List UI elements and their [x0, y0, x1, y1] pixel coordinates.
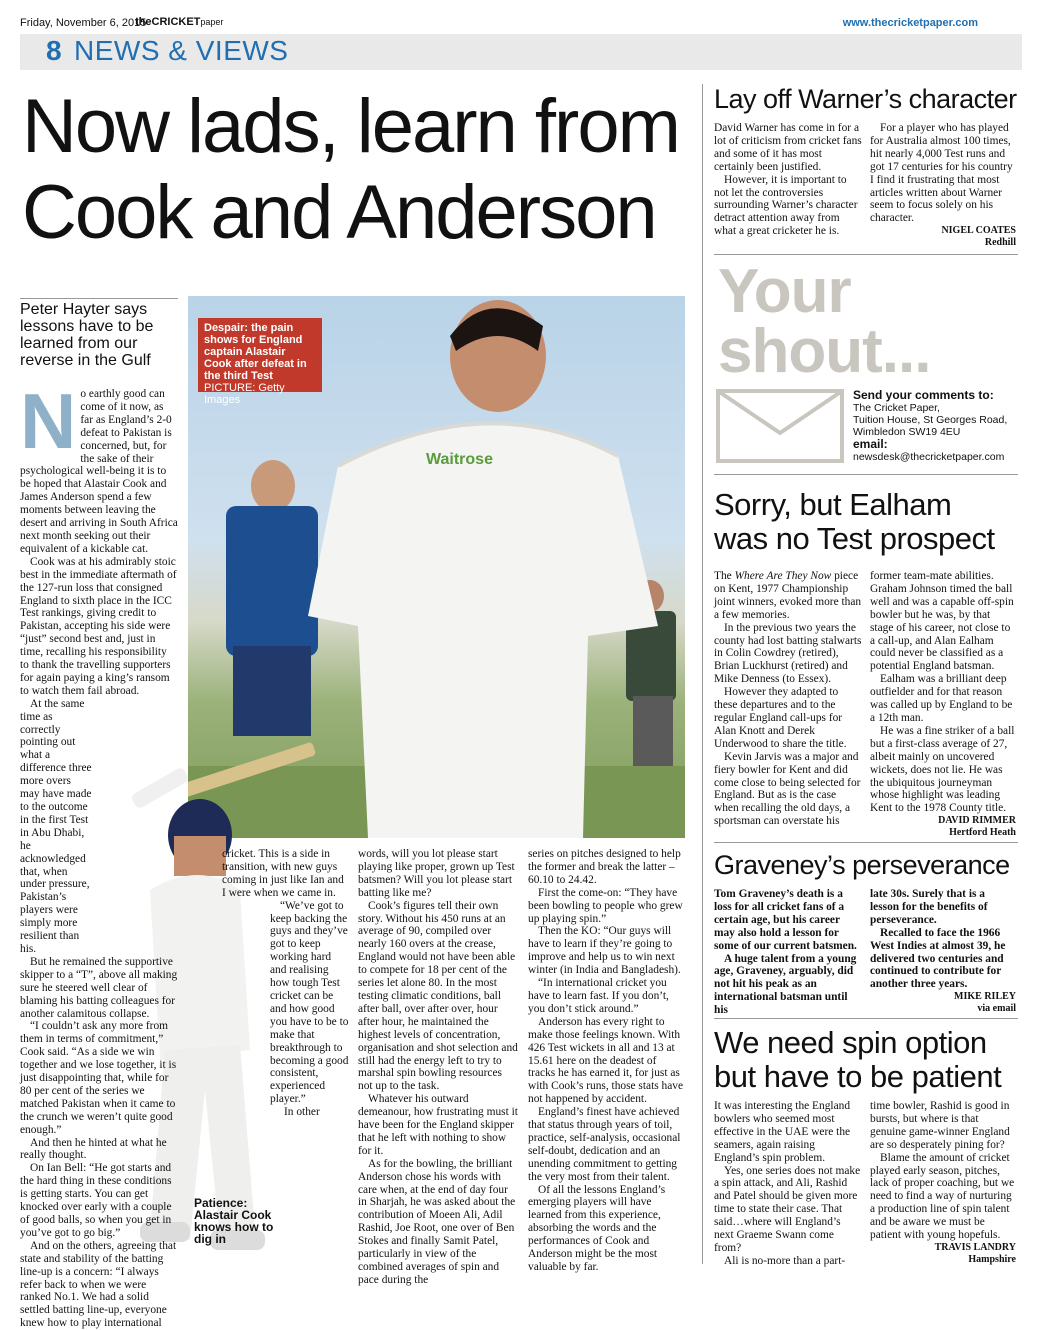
article-paragraph: In other	[284, 1106, 320, 1119]
letter-paragraph: Kevin Jarvis was a major and fiery bowler for Kent and did come close to being selected for England. But as is the case when recalling the old days, a sportsman can overstate his	[714, 750, 861, 828]
section-divider	[714, 1018, 1018, 1019]
section-divider	[714, 254, 1018, 255]
title-line: but have to be patient	[714, 1059, 1002, 1094]
sponsor-logo: Waitrose	[426, 451, 493, 468]
your-shout-line-1: Your	[718, 257, 851, 326]
letter-spin-col-1	[714, 1100, 862, 1268]
letter-title-graveney: Graveney’s perseverance	[714, 850, 1010, 880]
letter-paragraph: time bowler, Rashid is good in bursts, but where is that genuine game-winner England are so desperately pining for?	[870, 1100, 1010, 1151]
photo-credit: PICTURE: Getty Images	[204, 382, 285, 406]
signature-place: Hertford Heath	[949, 827, 1016, 839]
letter-paragraph: However they adapted to these departures and to the regular England call-ups for Alan Knott and Derek Underwood to share the title.	[714, 686, 847, 750]
brand-sub: paper	[200, 17, 224, 27]
letter-paragraph: late 30s. Surely that is a lesson for the benefits of perseverance.	[870, 888, 988, 926]
section-divider	[714, 842, 1018, 843]
address-line: The Cricket Paper,	[853, 402, 940, 414]
signature-place: via email	[977, 1003, 1016, 1015]
section-divider	[714, 474, 1018, 475]
italic-title: Where Are They Now	[734, 570, 832, 582]
letter-paragraph: Tom Graveney’s death is a loss for all cricket fans of a certain age, but his career may also hold a lesson for some of our current batsmen.	[714, 888, 857, 952]
section-label: NEWS & VIEWS	[74, 35, 289, 66]
title-line: We need spin option	[714, 1025, 987, 1060]
letter-title-spin	[714, 1026, 1001, 1094]
article-column-2	[222, 848, 350, 1119]
letter-warner-col-2	[870, 122, 1016, 249]
article-paragraph: Anderson has every right to make those feelings known. With 426 Test wickets in all and 13 at 15.61 here on the deadest of tracks he has earned it, for just as with Cook’s runs, those stats have not happened by accident.	[528, 1015, 684, 1106]
letter-paragraph: It was interesting the England bowlers who seemed most effective in the UAE were the seamers, again raising England’s spin problem.	[714, 1100, 851, 1164]
article-paragraph: words, will you lot please start playing like proper, grown up Test batsmen? Will you lot please start batting like me?	[358, 848, 515, 899]
signature-name: MIKE RILEY	[954, 991, 1016, 1003]
your-shout-line-2: shout...	[718, 317, 931, 386]
article-paragraph: Whatever his outward demeanour, how frustrating must it have been for the England skipper that he left with nothing to show for it.	[358, 1093, 518, 1157]
article-paragraph: As for the bowling, the brilliant Anderson chose his words with care when, at the end of day four in Sharjah, he was asked about the contribution of Moeen Ali, Adil Rashid, Joe Root, one over of Ben Stokes and finally Samit Patel, particularly in view of the combined averages of spin and pace during the	[358, 1157, 516, 1286]
photo-caption	[198, 318, 322, 406]
letter-title-ealham	[714, 488, 995, 556]
article-paragraph: First the come-on: “They have been bowling to people who grew up playing spin.”	[528, 886, 683, 925]
text-run: piece on Kent, 1977 Championship joint winners, evoked more than a few memories.	[714, 570, 862, 621]
signature-name: NIGEL COATES	[941, 225, 1016, 237]
address-line: Tuition House, St Georges Road,	[853, 414, 1008, 426]
letter-title-warner: Lay off Warner’s character	[714, 84, 1017, 114]
article-column-1	[20, 377, 178, 1330]
article-paragraph: “In international cricket you have to learn fast. If you don’t, you don’t stick around.”	[528, 977, 669, 1015]
email-label: email:	[853, 437, 888, 451]
article-paragraph: At the same time as correctly pointing out what a difference three more overs may have made to the outcome in the first Test in Abu Dhabi, he acknowledged that, when under pressure, Pakistan’s players were simply more resilient than his.	[20, 697, 92, 955]
letter-warner-col-1	[714, 122, 862, 238]
letter-paragraph: Yes, one series does not make a spin attack, and Ali, Rashid and Patel should be given more time to state their case. That said…where will England’s next Graeme Swann come from?	[714, 1164, 861, 1254]
contact-heading: Send your comments to:	[853, 388, 994, 402]
signature-name: TRAVIS LANDRY	[934, 1241, 1016, 1253]
masthead-bar	[20, 14, 1022, 36]
article-paragraph: Then the KO: “Our guys will have to learn if they’re going to improve and help us to win next winter (in India and Bangladesh).	[528, 925, 681, 977]
article-paragraph: But he remained the supportive skipper to a “T”, above all making sure he steered well clear of blaming his batting colleagues for another calamitous collapse.	[20, 955, 178, 1020]
brand-main: theCRICKET	[135, 16, 201, 28]
article-paragraph: England’s finest have achieved that status through years of toil, practice, self-analysis, occasional self-doubt, dedication and an unending commitment to getting the very most from their talent.	[528, 1106, 681, 1183]
envelope-icon	[716, 389, 844, 463]
signature-place: Redhill	[984, 237, 1016, 249]
website-link[interactable]: www.thecricketpaper.com	[842, 17, 978, 29]
letter-paragraph: Recalled to face the 1966 West Indies at almost 39, he delivered two centuries and continued to contribute for another three years.	[870, 926, 1006, 991]
letter-paragraph: David Warner has come in for a lot of criticism from cricket fans and some of it has most certainly been justified.	[714, 122, 862, 173]
contact-details	[853, 389, 1007, 463]
inset-caption: Patience: Alastair Cook knows how to dig in	[194, 1196, 274, 1246]
letter-paragraph: Ali is no-more than a part-	[724, 1254, 846, 1267]
article-paragraph: “I couldn’t ask any more from them in terms of commitment,” Cook said. “As a side we win together and we lose together, it is just disappointing that, while for 80 per cent of the series we matched Pakistan when it came to the crunch we weren’t quite good enough.”	[20, 1020, 177, 1136]
letter-paragraph: Ealham was a brilliant deep outfielder and for that reason was called up by England to be a 12th man.	[870, 673, 1013, 724]
letter-signature	[870, 991, 1016, 1015]
article-column-4	[528, 848, 686, 1274]
address-line: Wimbledon SW19 4EU	[853, 426, 961, 438]
signature-name: DAVID RIMMER	[938, 815, 1016, 827]
letter-paragraph: However, it is important to not let the controversies surrounding Warner’s character detract attention away from what a great cricketer he is.	[714, 173, 858, 238]
letter-spin-col-2	[870, 1100, 1016, 1266]
article-paragraph: o earthly good can come of it now, as far as England’s 2-0 defeat to Pakistan is concerned, but, for the sake of their psychological well-being it is to be hoped that Alastair Cook and James Anderson spend a few moments between leaving the desert and arriving in South Africa next month seeking out their equivalent of a kickable cat.	[20, 388, 178, 555]
article-paragraph: And on the others, agreeing that state and stability of the batting line-up is a concern: “I always refer back to when we were ranked No.1. We had a solid settled batting line-up, everyone knew how to play international	[20, 1239, 177, 1330]
column-divider	[702, 84, 703, 1264]
letter-paragraph: He was a fine striker of a ball but a first-class average of 27, albeit mainly on uncovered wickets, does not lie. He was the ubiquitous journeyman whose highlight was leading Kent to the 1978 County title.	[870, 724, 1015, 815]
article-paragraph: “We’ve got to keep backing the guys and they’ve got to keep working hard and realising how tough Test cricket can be and how good you have to be to make that breakthrough to becoming a good consistent, experienced player.”	[270, 899, 349, 1106]
letter-paragraph: For a player who has played for Australia almost 100 times, hit nearly 4,000 Test runs and got 17 centuries for his country I find it frustrating that most articles written about Warner seem to focus solely on his character.	[870, 122, 1013, 225]
article-paragraph: cricket. This is a side in transition, with new guys coming in just like Ian and I were when we came in.	[222, 848, 344, 899]
article-paragraph: Of all the lessons England’s emerging players will have learned from this experience, absorbing the words and the performances of Cook and Anderson might be the most valuable by far.	[528, 1183, 666, 1273]
letter-paragraph	[714, 570, 862, 622]
letter-paragraph: In the previous two years the county had lost batting stalwarts in Colin Cowdrey (retired), Brian Luckhurst (retired) and Mike Denness (to Essex).	[714, 621, 862, 686]
letter-graveney-col-2	[870, 888, 1016, 1015]
title-line: was no Test prospect	[714, 521, 995, 556]
letter-graveney-col-1	[714, 888, 862, 1017]
title-line: Sorry, but Ealham	[714, 487, 952, 522]
letter-signature	[870, 225, 1016, 249]
your-shout-heading	[718, 257, 931, 386]
headline-line-2: Cook and Anderson	[22, 170, 656, 255]
standfirst: Peter Hayter says lessons have to be learned from our reverse in the Gulf	[20, 298, 178, 369]
article-column-3	[358, 848, 518, 1287]
text-run: The	[714, 570, 735, 582]
drop-cap: N	[20, 377, 77, 465]
signature-place: Hampshire	[968, 1253, 1016, 1265]
section-bar	[20, 34, 1022, 70]
letter-ealham-col-1	[714, 570, 862, 828]
letter-ealham-col-2	[870, 570, 1016, 839]
article-paragraph: On Ian Bell: “He got starts and the hard thing in these conditions is getting starts. You can get knocked over early with a couple of good balls, so when you get in you’ve got to go big.”	[20, 1162, 172, 1239]
letter-paragraph: Blame the amount of cricket played early season, pitches, lack of proper coaching, but we need to find a way of nurturing a production line of spin talent and be aware we must be patient with young hopefuls.	[870, 1151, 1015, 1242]
article-paragraph: series on pitches designed to help the former and break the latter – 60.10 to 24.42.	[528, 848, 681, 886]
article-paragraph: Cook’s figures tell their own story. Without his 450 runs at an average of 90, compiled over nearly 160 overs at the crease, England would not have been able to compete for 18 per cent of the series let alone 80. In the most testing climatic conditions, ball after ball, over after over, hour after hour, he maintained the highest levels of concentration, organisation and shot selection and still had the energy left to try to marshal spin bowling resources not up to the task.	[358, 899, 518, 1093]
caption-text: Despair: the pain shows for England captain Alastair Cook after defeat in the third Test	[204, 322, 307, 382]
letter-paragraph: former team-mate abilities. Graham Johnson timed the ball well and was a capable off-spin bowler but he was, by that stage of his career, not close to a call-up, and Alan Ealham could never be classified as a potential England batsman.	[870, 570, 1014, 673]
brand-logo	[135, 16, 223, 28]
main-headline	[22, 84, 692, 256]
article-paragraph: Cook was at his admirably stoic best in the immediate aftermath of the 127-run loss that consigned England to sixth place in the ICC Test rankings, giving credit to Pakistan, accepting his side were “just” second best and, just in time, recalling his responsibility to thank the travelling supporters for again paying a king’s ransom to watch them fail abroad.	[20, 555, 177, 697]
issue-date: Friday, November 6, 2015	[20, 17, 147, 29]
article-paragraph: And then he hinted at what he really thought.	[20, 1136, 167, 1162]
email-address[interactable]: newsdesk@thecricketpaper.com	[853, 451, 1005, 463]
headline-line-1: Now lads, learn from	[22, 84, 679, 169]
page-number: 8	[46, 35, 62, 66]
letter-paragraph: A huge talent from a young age, Graveney, arguably, did not hit his peak as an international batsman until his	[714, 952, 857, 1017]
letter-signature	[870, 1242, 1016, 1266]
letter-signature	[870, 815, 1016, 839]
